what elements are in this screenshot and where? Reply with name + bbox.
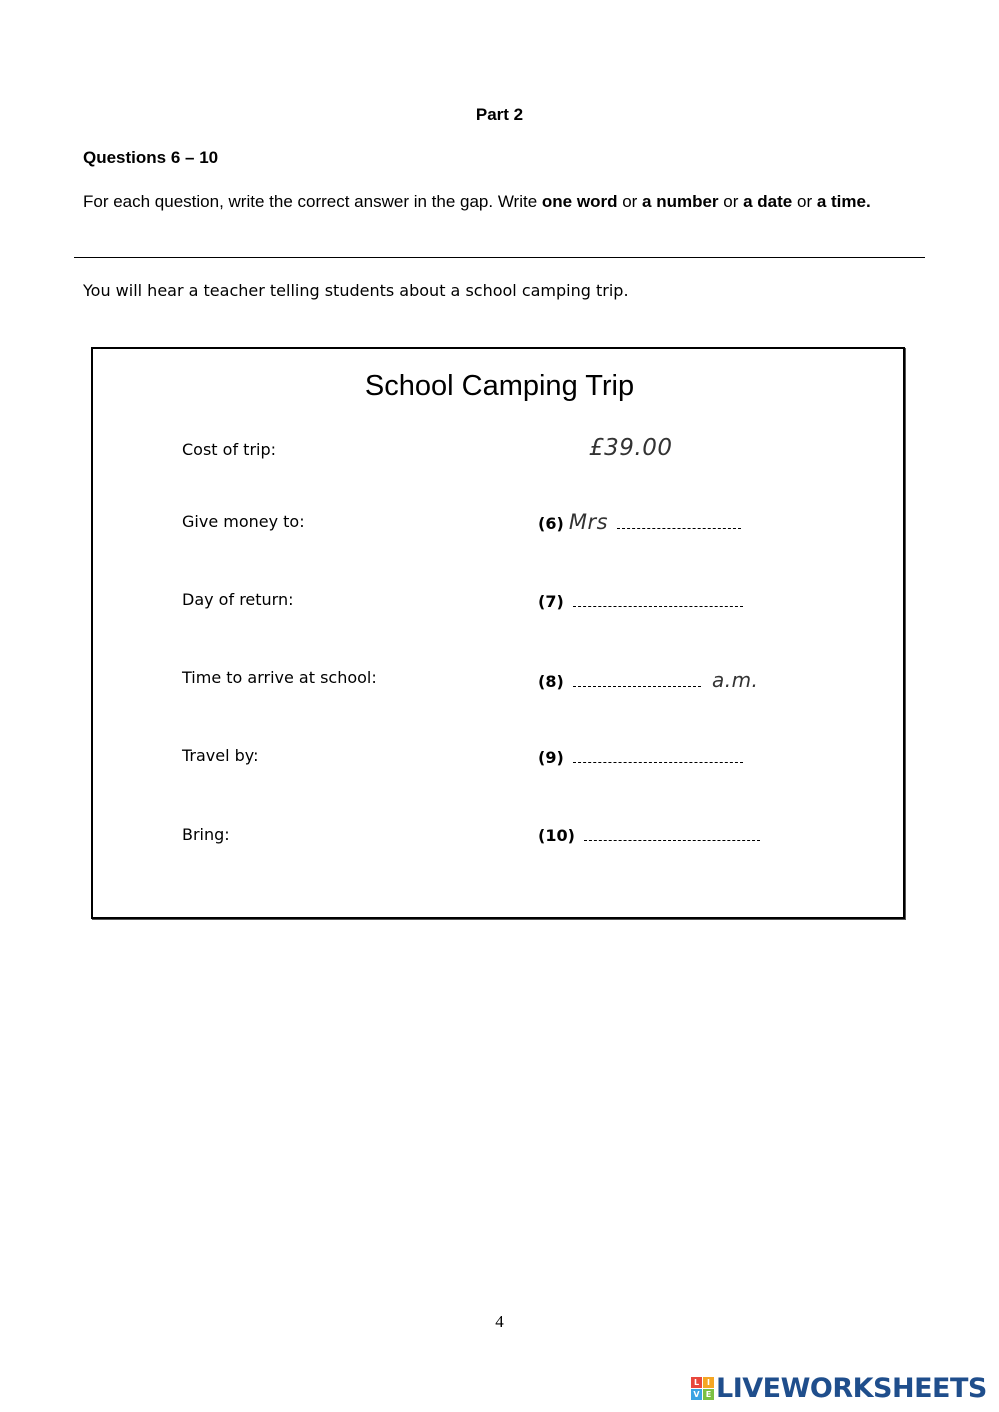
instructions-or: or <box>617 192 643 211</box>
question-number-8: (8) <box>538 672 564 691</box>
instructions-or: or <box>718 192 744 211</box>
instructions-a-time: a time. <box>816 192 871 211</box>
instructions-a-number: a number <box>642 192 719 211</box>
instructions-one-word: one word <box>541 192 618 211</box>
questions-heading: Questions 6 – 10 <box>83 148 219 167</box>
answer-gap-9[interactable] <box>573 748 743 763</box>
instructions-a-date: a date <box>743 192 793 211</box>
question-number-6: (6) <box>538 514 564 533</box>
row-9-label: Travel by: <box>182 746 259 765</box>
listening-context: You will hear a teacher telling students about a school camping trip. <box>83 281 629 300</box>
page-number: 4 <box>495 1312 504 1331</box>
row-6-prefix: Mrs <box>568 510 609 534</box>
question-number-9: (9) <box>538 748 564 767</box>
row-8-suffix: a.m. <box>711 668 759 692</box>
question-number-10: (10) <box>538 826 575 845</box>
logo-letter-l: L <box>691 1377 702 1388</box>
row-6-answer <box>538 510 741 534</box>
instructions-text: For each question, write the correct answer in the gap. Write <box>83 192 542 211</box>
question-number-7: (7) <box>538 592 564 611</box>
row-9-answer <box>538 748 743 767</box>
cost-value: £39.00 <box>589 435 673 461</box>
logo-grid-icon <box>691 1377 714 1400</box>
instructions-or: or <box>792 192 817 211</box>
logo-text: LIVEWORKSHEETS <box>716 1373 987 1404</box>
logo-letter-i: I <box>703 1377 714 1388</box>
logo-letter-v: V <box>691 1389 702 1400</box>
answer-gap-8[interactable] <box>573 672 701 687</box>
liveworksheets-logo <box>691 1373 987 1404</box>
cost-label: Cost of trip: <box>182 440 277 459</box>
instructions <box>83 191 903 212</box>
form-title: School Camping Trip <box>364 370 635 402</box>
logo-letter-e: E <box>703 1389 714 1400</box>
horizontal-divider <box>74 257 925 258</box>
answer-gap-6[interactable] <box>617 514 741 529</box>
row-7-answer <box>538 592 743 611</box>
row-10-label: Bring: <box>182 825 230 844</box>
row-7-label: Day of return: <box>182 590 294 609</box>
row-8-label: Time to arrive at school: <box>182 668 377 687</box>
answer-gap-10[interactable] <box>584 826 760 841</box>
part-title: Part 2 <box>475 105 524 124</box>
row-10-answer <box>538 826 760 845</box>
row-6-label: Give money to: <box>182 512 305 531</box>
row-8-answer <box>538 668 758 692</box>
answer-gap-7[interactable] <box>573 592 743 607</box>
